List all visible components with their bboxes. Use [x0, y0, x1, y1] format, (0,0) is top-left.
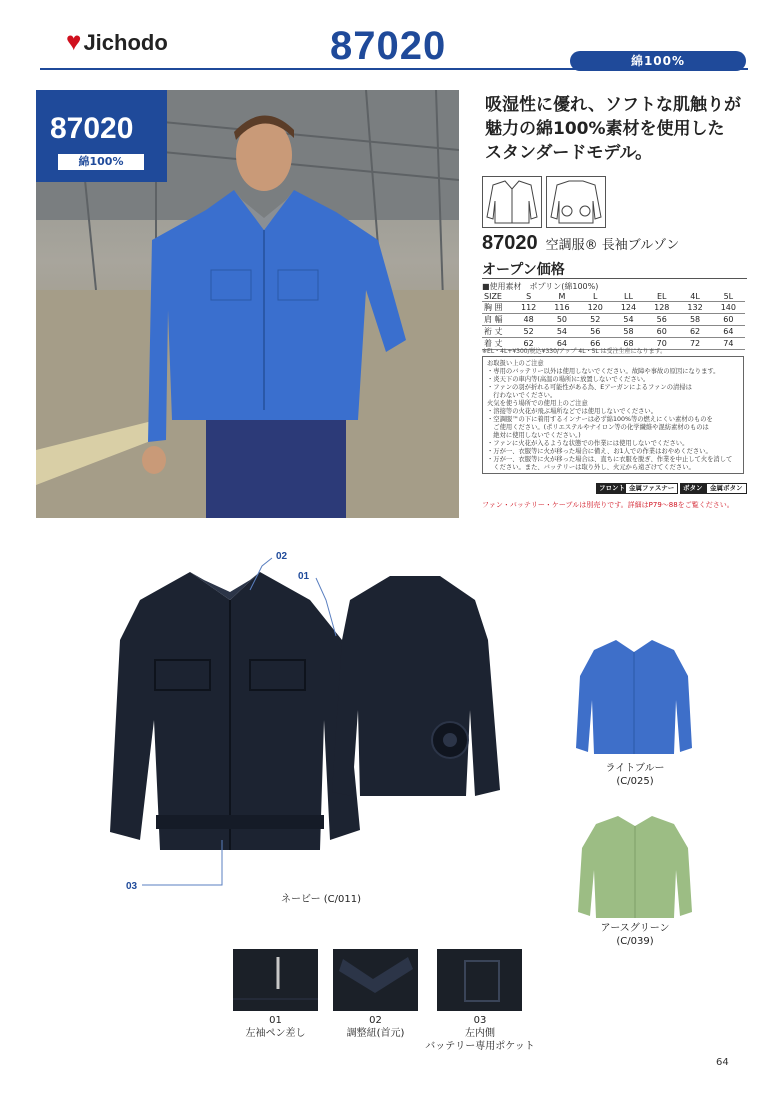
caution-line: ・空調服™の下に着用するインナーは必ず綿100%等の燃えにくい素材のものを	[487, 416, 713, 423]
caution-line: ・炎天下の車内等(高温の場所)に放置しないでください。	[487, 376, 650, 383]
caution-line: ・ファンに火花が入るような状態での作業には使用しないでください。	[487, 440, 689, 447]
table-cell: 124	[612, 302, 645, 314]
detail-label: 調整紐(首元)	[346, 1028, 405, 1039]
caution-line: ください。また、バッテリーは取り外し、火元から遠ざけてください。	[487, 464, 695, 471]
pen-pocket-icon	[233, 949, 318, 1011]
detail-caption-03	[420, 1014, 540, 1053]
price: オープン価格	[482, 262, 565, 278]
tagline-line: スタンダードモデル。	[485, 143, 653, 163]
callout-03: 03	[126, 881, 138, 892]
table-cell: 116	[545, 302, 578, 314]
table-cell: 70	[645, 338, 678, 350]
caution-line: ・ファンの羽が折れる可能性がある為、Eアーガンによるファンの清掃は	[487, 384, 692, 391]
detail-number: 03	[473, 1015, 487, 1026]
table-header-cell: L	[579, 291, 612, 302]
table-cell: 着 丈	[482, 338, 512, 350]
callout-01: 01	[298, 571, 310, 582]
caution-line: お取扱い上のご注意	[487, 360, 544, 367]
color-code: (C/025)	[616, 776, 654, 787]
table-cell: 112	[512, 302, 545, 314]
detail-pen-pocket	[233, 949, 318, 1011]
lightblue-jacket	[576, 636, 692, 758]
table-cell: 74	[712, 338, 745, 350]
detail-caption-01	[233, 1014, 318, 1040]
detail-number: 01	[269, 1015, 282, 1026]
table-cell: 56	[579, 326, 612, 338]
detail-label: 左内側	[465, 1028, 495, 1039]
table-cell: 62	[512, 338, 545, 350]
detail-collar-cord	[333, 949, 418, 1011]
detail-number: 02	[369, 1015, 382, 1026]
material-pill: 綿100%	[570, 51, 746, 71]
heart-icon: ♥	[66, 26, 82, 56]
spec-label-front: フロント	[596, 483, 628, 494]
table-cell: 62	[678, 326, 711, 338]
hero-material: 綿100%	[58, 154, 144, 170]
table-cell: 58	[678, 314, 711, 326]
table-header-cell: LL	[612, 291, 645, 302]
table-cell: 50	[545, 314, 578, 326]
table-header-cell: S	[512, 291, 545, 302]
table-cell: 140	[712, 302, 745, 314]
callout-02: 02	[276, 551, 288, 562]
pocket-icon	[437, 949, 522, 1011]
lightblue-label	[590, 762, 680, 788]
table-header-cell: EL	[645, 291, 678, 302]
caution-line: ・万が一、衣服等に火が移った場合に備え、お1人での作業はおやめください。	[487, 448, 712, 455]
detail-battery-pocket	[437, 949, 522, 1011]
navy-color-label: ネービー (C/011)	[280, 894, 362, 905]
earthgreen-jacket	[578, 812, 692, 920]
table-header-cell: 5L	[712, 291, 745, 302]
table-cell: 64	[545, 338, 578, 350]
table-cell: 肩 幅	[482, 314, 512, 326]
hero-model-number: 87020	[50, 112, 134, 145]
table-cell: 52	[512, 326, 545, 338]
spec-label-button: ボタン	[680, 483, 706, 494]
tagline-line: 魅力の綿100%素材を使用した	[485, 119, 725, 139]
table-cell: 58	[612, 326, 645, 338]
table-cell: 裄 丈	[482, 326, 512, 338]
table-cell: 72	[678, 338, 711, 350]
caution-line: ・万が一、衣服等に火が移った場合は、直ちに衣服を脱ぎ、作業を中止して火を消して	[487, 456, 733, 463]
table-cell: 48	[512, 314, 545, 326]
color-name: ライトブルー	[605, 763, 665, 774]
product-number: 87020	[482, 232, 538, 254]
tagline-line: 吸湿性に優れ、ソフトな肌触りが	[485, 95, 742, 115]
detail-label: 左袖ペン差し	[245, 1028, 306, 1039]
table-cell: 120	[579, 302, 612, 314]
collar-icon	[333, 949, 418, 1011]
page-number: 64	[716, 1057, 729, 1068]
table-cell: 60	[712, 314, 745, 326]
table-cell: 胸 囲	[482, 302, 512, 314]
detail-label: バッテリー専用ポケット	[425, 1041, 535, 1052]
color-code: (C/039)	[616, 936, 654, 947]
caution-line: 火気を使う場所での使用上のご注意	[487, 400, 588, 407]
brand-name: Jichodo	[83, 30, 168, 55]
table-header-cell: 4L	[678, 291, 711, 302]
table-cell: 132	[678, 302, 711, 314]
table-cell: 56	[645, 314, 678, 326]
table-cell: 128	[645, 302, 678, 314]
table-cell: 54	[612, 314, 645, 326]
caution-line: ご使用ください。(ポリエステルやナイロン等の化学繊維や混紡素材のものは	[487, 424, 709, 431]
detail-caption-02	[333, 1014, 418, 1040]
table-cell: 64	[712, 326, 745, 338]
table-header-cell: SIZE	[482, 291, 512, 302]
caution-line: ・溶接等の火花が飛ぶ場所などでは使用しないでください。	[487, 408, 658, 415]
table-cell: 52	[579, 314, 612, 326]
table-cell: 66	[579, 338, 612, 350]
spec-value-button: 金属ボタン	[706, 483, 747, 494]
spec-value-front: 金属ファスナー	[625, 483, 678, 494]
caution-line: 絶対に使用しないでください。)	[487, 432, 581, 439]
caution-line: ・専用のバッテリー以外は使用しないでください。故障や事故の原因になります。	[487, 368, 720, 375]
size-note: ※EL・4L+¥300/税込¥330/アップ 4L・5L は受注生産になります。	[482, 348, 667, 355]
earthgreen-label	[590, 922, 680, 948]
page-title: 87020	[330, 24, 447, 68]
table-cell: 60	[645, 326, 678, 338]
table-header-cell: M	[545, 291, 578, 302]
table-cell: 68	[612, 338, 645, 350]
caution-line: 行わないでください。	[487, 392, 557, 399]
fabric-info: ■使用素材 ポプリン(綿100%)	[482, 282, 599, 291]
product-name: 空調服® 長袖ブルゾン	[545, 238, 680, 253]
table-cell: 54	[545, 326, 578, 338]
fan-note: ファン・バッテリー・ケーブルは別売りです。詳細はP79～88をご覧ください。	[482, 501, 734, 509]
color-name: アースグリーン	[600, 923, 670, 934]
